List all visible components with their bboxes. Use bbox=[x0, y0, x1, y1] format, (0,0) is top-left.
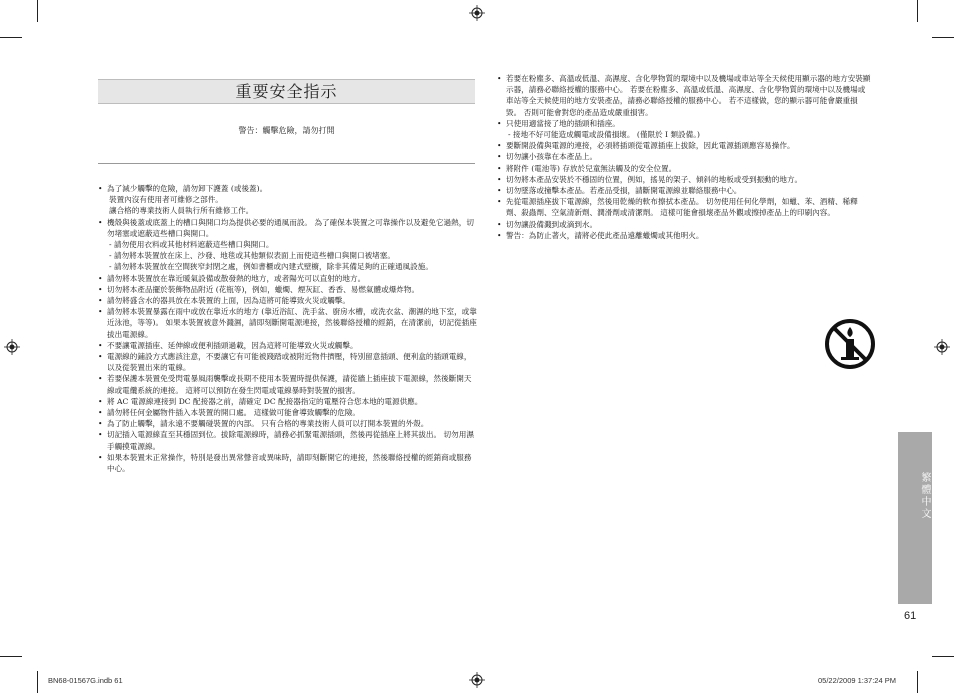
safety-item-text: 電源線的鋪設方式應該注意，不要讓它有可能被踐踏或被附近物件擠壓，特別留意插頭、便利盒的插頭電線，以及從裝置出來的電線。 bbox=[107, 352, 472, 373]
safety-item-detail: - 接地不好可能造成觸電或設備損壞。 (僅限於 I 類設備。) bbox=[508, 130, 700, 140]
shock-warning: 警告：觸擊危險，請勿打開 bbox=[238, 126, 335, 135]
crop-mark bbox=[917, 671, 918, 693]
safety-item-text: 請勿將本裝置放在靠近暖氣設備或散發熱的地方，或者陽光可以直射的地方。 bbox=[107, 273, 366, 283]
safety-item bbox=[98, 418, 478, 429]
safety-item-detail: - 請勿使用衣料或其他材料遮蔽這些槽口與開口。 bbox=[109, 240, 274, 250]
safety-item-text: 請勿將任何金屬物件插入本裝置的開口處。 這樣做可能會導致觸擊的危險。 bbox=[107, 408, 361, 418]
safety-item-text: 警告：為防止著火，請將必使此產品遠離蠟燭或其他明火。 bbox=[506, 230, 704, 240]
safety-item-text: 切勿將本產品安裝於不穩固的位置，例如，搖晃的架子、傾斜的地板或受到振動的地方。 bbox=[506, 174, 803, 184]
safety-list-right bbox=[497, 73, 872, 241]
safety-item bbox=[497, 174, 872, 185]
safety-item-detail: 讓合格的專業技術人員執行所有維修工作。 bbox=[109, 206, 254, 216]
safety-item-text: 如果本裝置未正常操作，特別是發出異常聲音或異味時，請即刻斷開它的連接，然後聯絡授權的經銷商或服務中心。 bbox=[107, 452, 472, 474]
registration-mark-icon bbox=[934, 339, 950, 355]
safety-item-text: 切勿讓小孩靠在本產品上。 bbox=[506, 152, 598, 162]
safety-item-detail: 裝置內沒有使用者可維修之部件。 bbox=[109, 195, 223, 205]
safety-item-text: 先從電源插座拔下電源線，然後用乾燥的軟布擦拭本產品。 切勿使用任何化學劑，如蠟、苯、酒精、稀釋劑、殺蟲劑、空氣清新劑、潤滑劑或清潔劑。 這樣可能會損壞產品外觀或擦掉產品上的印刷內容。 bbox=[506, 197, 858, 218]
safety-item bbox=[98, 373, 478, 395]
safety-item bbox=[497, 151, 872, 162]
crop-mark bbox=[932, 37, 954, 38]
safety-item-text: 要斷開設備與電源的連接，必須將插頭從電源插座上拔除，因此電源插頭應容易操作。 bbox=[506, 141, 795, 151]
safety-item bbox=[98, 273, 478, 284]
safety-item bbox=[98, 284, 478, 295]
safety-list-left bbox=[98, 183, 478, 474]
safety-item bbox=[497, 118, 872, 140]
crop-mark bbox=[0, 37, 22, 38]
crop-mark bbox=[0, 656, 22, 657]
safety-item-text: 不要讓電源插座、延伸線或便利插頭過載，因為這將可能導致火災或觸擊。 bbox=[107, 340, 358, 350]
safety-item-text: 若要在粉塵多、高溫或低溫、高濕度、含化學物質的環境中以及機場或車站等全天候使用顯示器的地方安裝顯示器，請務必聯絡授權的服務中心。 若要在粉塵多、高溫或低溫、高濕度、含化學物質的環境中以及機場或車站等全天候使用的地方安裝產品，請務必聯絡授權的服務中心。 若不這樣做，您的顯示器可能會嚴重損毀。 否則可能會對您的產品造成嚴重損害。 bbox=[506, 74, 871, 117]
safety-item bbox=[98, 407, 478, 418]
safety-item bbox=[497, 185, 872, 196]
safety-item-text: 將 AC 電源線連接到 DC 配接器之前，請確定 DC 配接器指定的電壓符合您本地的電源供應。 bbox=[107, 396, 423, 406]
no-open-flame-icon bbox=[823, 317, 877, 371]
footer-timestamp: 05/22/2009 1:37:24 PM bbox=[818, 676, 896, 685]
crop-mark bbox=[37, 0, 38, 22]
divider bbox=[98, 163, 475, 164]
safety-item-text: 請勿將盛含水的器具放在本裝置的上面，因為這將可能導致火災或觸擊。 bbox=[107, 296, 350, 306]
safety-item bbox=[98, 429, 478, 451]
safety-item-text: 請勿將本裝置暴露在雨中或放在靠近水的地方 (靠近浴缸、洗手盆、廚房水槽，或洗衣盆、潮濕的地下室，或靠近泳池，等等)。 如果本裝置被意外濺濕，請即刻斷開電源連接，然後聯絡授權的經銷，在清潔前，切記從插座拔出電源線。 bbox=[107, 307, 477, 339]
registration-mark-icon bbox=[469, 672, 485, 688]
safety-item bbox=[98, 295, 478, 306]
safety-item-text: 若要保護本裝置免受閃電暴風雨襲擊或長期不使用本裝置時提供保護，請從牆上插座拔下電源線，然後斷開天線或電纜系統的連接。 這將可以預防在發生閃電或電線暴時對裝置的損害。 bbox=[107, 374, 472, 395]
safety-item bbox=[497, 230, 872, 241]
safety-item bbox=[497, 140, 872, 151]
safety-item bbox=[98, 217, 478, 273]
section-title-bar bbox=[98, 79, 475, 104]
safety-item bbox=[497, 196, 872, 218]
language-tab bbox=[898, 432, 932, 604]
safety-item bbox=[98, 396, 478, 407]
crop-mark bbox=[917, 0, 918, 22]
safety-item-detail: - 請勿將本裝置放在空間狹窄封閉之處，例如書櫃或內建式壁櫥，除非其備足夠的正確通風設施。 bbox=[109, 262, 433, 272]
safety-item-text: 切勿墜落或撞擊本產品。若產品受損，請斷開電源線並聯絡服務中心。 bbox=[506, 186, 742, 196]
safety-item bbox=[497, 219, 872, 230]
safety-item bbox=[497, 163, 872, 174]
crop-mark bbox=[37, 671, 38, 693]
safety-item-text: 切勿讓設備濺到或滴到水。 bbox=[506, 219, 598, 229]
safety-item-detail: - 請勿將本裝置放在床上、沙發、地毯或其他類似表面上而使這些槽口與開口被堵塞。 bbox=[109, 251, 395, 261]
safety-item-text: 切勿將本產品擺於裝飾物品附近 (花瓶等)，例如，蠟燭、煙灰缸、香香、易燃氣體或爆炸物。 bbox=[107, 284, 420, 294]
safety-item-text: 為了減少觸擊的危險，請勿卸下護蓋 (或後蓋)。 bbox=[107, 184, 268, 193]
safety-item bbox=[98, 183, 478, 217]
safety-item bbox=[98, 351, 478, 373]
crop-mark bbox=[932, 656, 954, 657]
registration-mark-icon bbox=[4, 339, 20, 355]
safety-item bbox=[98, 340, 478, 351]
safety-item bbox=[497, 73, 872, 118]
safety-item bbox=[98, 306, 478, 340]
safety-item-text: 為了防止觸擊，請永遠不要觸碰裝置的內部。 只有合格的專業技術人員可以打開本裝置的外殼。 bbox=[107, 419, 429, 429]
safety-item bbox=[98, 452, 478, 474]
safety-item-text: 將附件 (電池等) 存放於兒童無法觸及的安全位置。 bbox=[506, 163, 677, 173]
footer-file-info: BN68-01567G.indb 61 bbox=[48, 676, 123, 685]
language-label: 繁體中文 bbox=[919, 472, 930, 520]
safety-item-text: 只使用適當接了地的插頭和插座。 bbox=[506, 118, 620, 128]
safety-item-text: 切記插入電源線直至其穩固到位。拔除電源線時，請務必抓緊電源插頭，然後再從插座上將其拔出。 切勿用濕手觸摸電源線。 bbox=[107, 430, 474, 451]
registration-mark-icon bbox=[469, 5, 485, 21]
page-number: 61 bbox=[904, 610, 917, 622]
page-title: 重要安全指示 bbox=[235, 82, 338, 101]
safety-item-text: 機殼與後蓋或底蓋上的槽口與開口均為提供必要的通風而設。 為了確保本裝置之可靠操作以及避免它過熱，切勿堵塞或遮蔽這些槽口與開口。 bbox=[107, 217, 474, 238]
